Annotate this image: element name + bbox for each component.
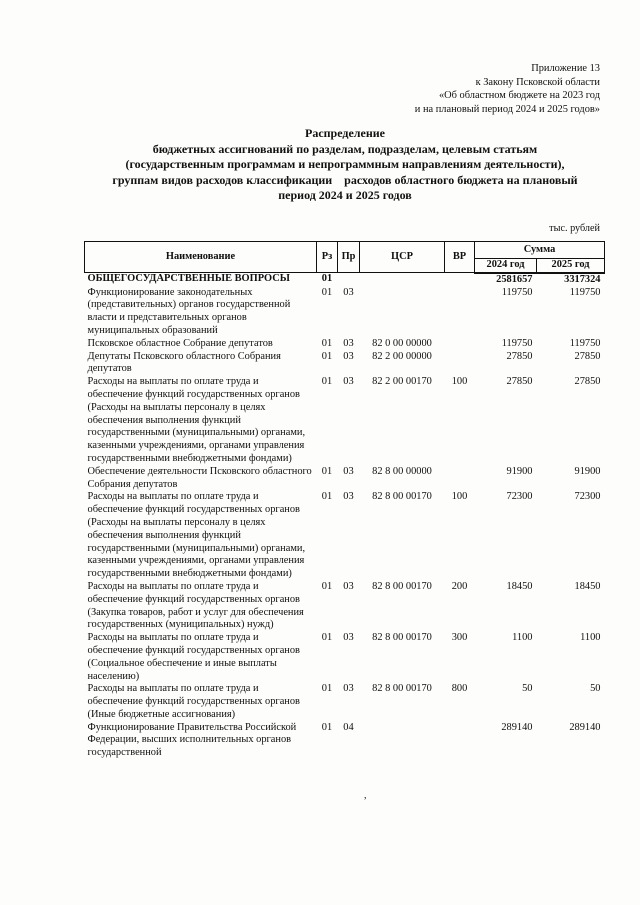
cell-csr: 82 8 00 00000 — [372, 465, 432, 477]
cell-y2024: 18450 — [506, 580, 533, 592]
cell-rz: 01 — [321, 337, 333, 349]
title-line-3: (государственным программам и непрограммным направлениям деятельности), — [125, 157, 565, 171]
cell-rz: 01 — [321, 721, 333, 733]
cell-pr: 03 — [343, 683, 354, 695]
cell-y2025: 91900 — [574, 465, 601, 477]
table-row — [85, 632, 605, 683]
header-name: Наименование — [85, 242, 317, 273]
title-line-1: Распределение — [304, 126, 386, 140]
header-2025: 2025 год — [537, 259, 605, 273]
table-row — [85, 466, 605, 492]
cell-csr: 82 8 00 00170 — [372, 580, 432, 592]
cell-rz: 01 — [321, 350, 333, 362]
cell-y2025: 1100 — [580, 632, 601, 644]
header-2024: 2024 год — [475, 259, 537, 273]
cell-pr: 03 — [343, 632, 354, 644]
document-title — [80, 126, 610, 204]
table-row — [85, 351, 605, 377]
cell-vr: 200 — [451, 580, 468, 592]
header-csr: ЦСР — [360, 242, 445, 273]
header-vr: ВР — [445, 242, 475, 273]
budget-table — [84, 241, 605, 760]
header-rz: Рз — [317, 242, 338, 273]
cell-y2025: 289140 — [569, 721, 601, 733]
cell-csr: 82 2 00 00000 — [372, 350, 432, 362]
cell-name: ОБЩЕГОСУДАРСТВЕННЫЕ ВОПРОСЫ — [87, 273, 290, 285]
title-line-2: бюджетных ассигнований по разделам, подразделам, целевым статьям — [152, 141, 538, 156]
cell-name: Функционирование Правительства Российской Федерации, высших исполнительных органов государственной — [87, 721, 297, 759]
cell-rz: 01 — [321, 286, 333, 298]
cell-csr: 82 8 00 00170 — [372, 683, 432, 695]
table-row — [85, 338, 605, 351]
cell-name: Псковское областное Собрание депутатов — [87, 337, 273, 349]
cell-vr — [445, 722, 475, 760]
cell-vr: 100 — [451, 376, 468, 388]
cell-rz: 01 — [321, 683, 333, 695]
cell-rz: 01 — [321, 491, 333, 503]
cell-vr — [445, 287, 475, 338]
table-row — [85, 491, 605, 581]
cell-csr: 82 0 00 00000 — [372, 337, 432, 349]
table-row — [85, 683, 605, 721]
cell-name: Расходы на выплаты по оплате труда и обеспечение функций государственных органов (Иные бюджетные ассигнования) — [87, 683, 300, 720]
header-pr: Пр — [338, 242, 360, 273]
appendix-line-4: и на плановый период 2024 и 2025 годов» — [414, 103, 600, 115]
cell-vr — [445, 273, 475, 287]
cell-y2025: 3317324 — [564, 273, 601, 285]
cell-name: Расходы на выплаты по оплате труда и обеспечение функций государственных органов (Расходы на выплаты персоналу в целях обеспечения выполнения функций государственными (муниципальными) органами, казенными учреждениями, органами управления государственными внебюджетными фондами) — [87, 491, 306, 580]
cell-pr: 03 — [343, 465, 354, 477]
cell-y2024: 91900 — [506, 465, 533, 477]
appendix-line-3: «Об областном бюджете на 2023 год — [438, 90, 600, 102]
cell-vr: 800 — [451, 683, 468, 695]
cell-vr — [445, 466, 475, 492]
cell-y2025: 27850 — [574, 376, 601, 388]
cell-y2024: 119750 — [501, 337, 533, 349]
cell-y2024: 72300 — [506, 491, 533, 503]
cell-pr: 03 — [343, 376, 354, 388]
table-row — [85, 581, 605, 632]
cell-y2025: 119750 — [569, 337, 601, 349]
table-row — [85, 273, 605, 287]
cell-vr: 300 — [451, 632, 468, 644]
cell-name: Функционирование законодательных (представительных) органов государственной власти и представительных органов муниципальных образований — [87, 286, 291, 336]
cell-csr — [360, 287, 445, 338]
cell-name: Расходы на выплаты по оплате труда и обеспечение функций государственных органов (Расходы на выплаты персоналу в целях обеспечения выполнения функций государственными (муниципальными) органами, казенными учреждениями, органами управления государственными внебюджетными фондами) — [87, 376, 306, 464]
table-row — [85, 722, 605, 760]
title-line-4: группам видов расходов классификации расходов областного бюджета на плановый — [112, 172, 578, 187]
cell-pr: 03 — [343, 491, 354, 503]
cell-vr: 100 — [451, 491, 468, 503]
header-sum: Сумма — [475, 242, 605, 259]
table-row — [85, 287, 605, 338]
cell-y2024: 2581657 — [496, 273, 533, 285]
cell-csr: 82 8 00 00170 — [372, 632, 432, 644]
cell-name: Расходы на выплаты по оплате труда и обеспечение функций государственных органов (Социальное обеспечение и иные выплаты населению) — [87, 632, 300, 682]
cell-pr: 03 — [343, 286, 354, 298]
cell-y2025: 119750 — [569, 286, 601, 298]
cell-y2024: 289140 — [501, 721, 533, 733]
cell-rz: 01 — [321, 376, 333, 388]
cell-pr: 03 — [343, 350, 354, 362]
table-body — [85, 273, 605, 760]
cell-y2025: 50 — [590, 683, 601, 695]
cell-vr — [445, 351, 475, 377]
cell-y2024: 27850 — [506, 376, 533, 388]
cell-rz: 01 — [321, 580, 333, 592]
stray-mark: , — [364, 790, 367, 801]
cell-name: Обеспечение деятельности Псковского областного Собрания депутатов — [87, 465, 312, 490]
units-label: тыс. рублей — [549, 223, 600, 234]
cell-pr: 03 — [343, 580, 354, 592]
cell-y2024: 50 — [522, 683, 533, 695]
cell-csr: 82 2 00 00170 — [372, 376, 432, 388]
cell-vr — [445, 338, 475, 351]
cell-y2024: 27850 — [506, 350, 533, 362]
cell-y2025: 18450 — [574, 580, 601, 592]
cell-rz: 01 — [321, 465, 333, 477]
cell-pr: 04 — [343, 721, 354, 733]
cell-y2025: 27850 — [574, 350, 601, 362]
cell-pr: 03 — [343, 337, 354, 349]
cell-name: Депутаты Псковского областного Собрания депутатов — [87, 350, 281, 375]
cell-csr: 82 8 00 00170 — [372, 491, 432, 503]
cell-y2024: 119750 — [501, 286, 533, 298]
table-row — [85, 376, 605, 466]
appendix-line-2: к Закону Псковской области — [475, 76, 600, 88]
cell-rz: 01 — [321, 632, 333, 644]
cell-y2025: 72300 — [574, 491, 601, 503]
cell-name: Расходы на выплаты по оплате труда и обеспечение функций государственных органов (Закупка товаров, работ и услуг для обеспечения государственных (муниципальных) нужд) — [87, 580, 304, 631]
cell-y2024: 1100 — [512, 632, 533, 644]
cell-pr — [338, 273, 360, 287]
cell-rz: 01 — [321, 273, 333, 285]
cell-csr — [360, 722, 445, 760]
title-line-5: период 2024 и 2025 годов — [278, 188, 412, 202]
cell-csr — [360, 273, 445, 287]
appendix-line-1: Приложение 13 — [531, 63, 600, 74]
appendix-note — [415, 62, 600, 116]
